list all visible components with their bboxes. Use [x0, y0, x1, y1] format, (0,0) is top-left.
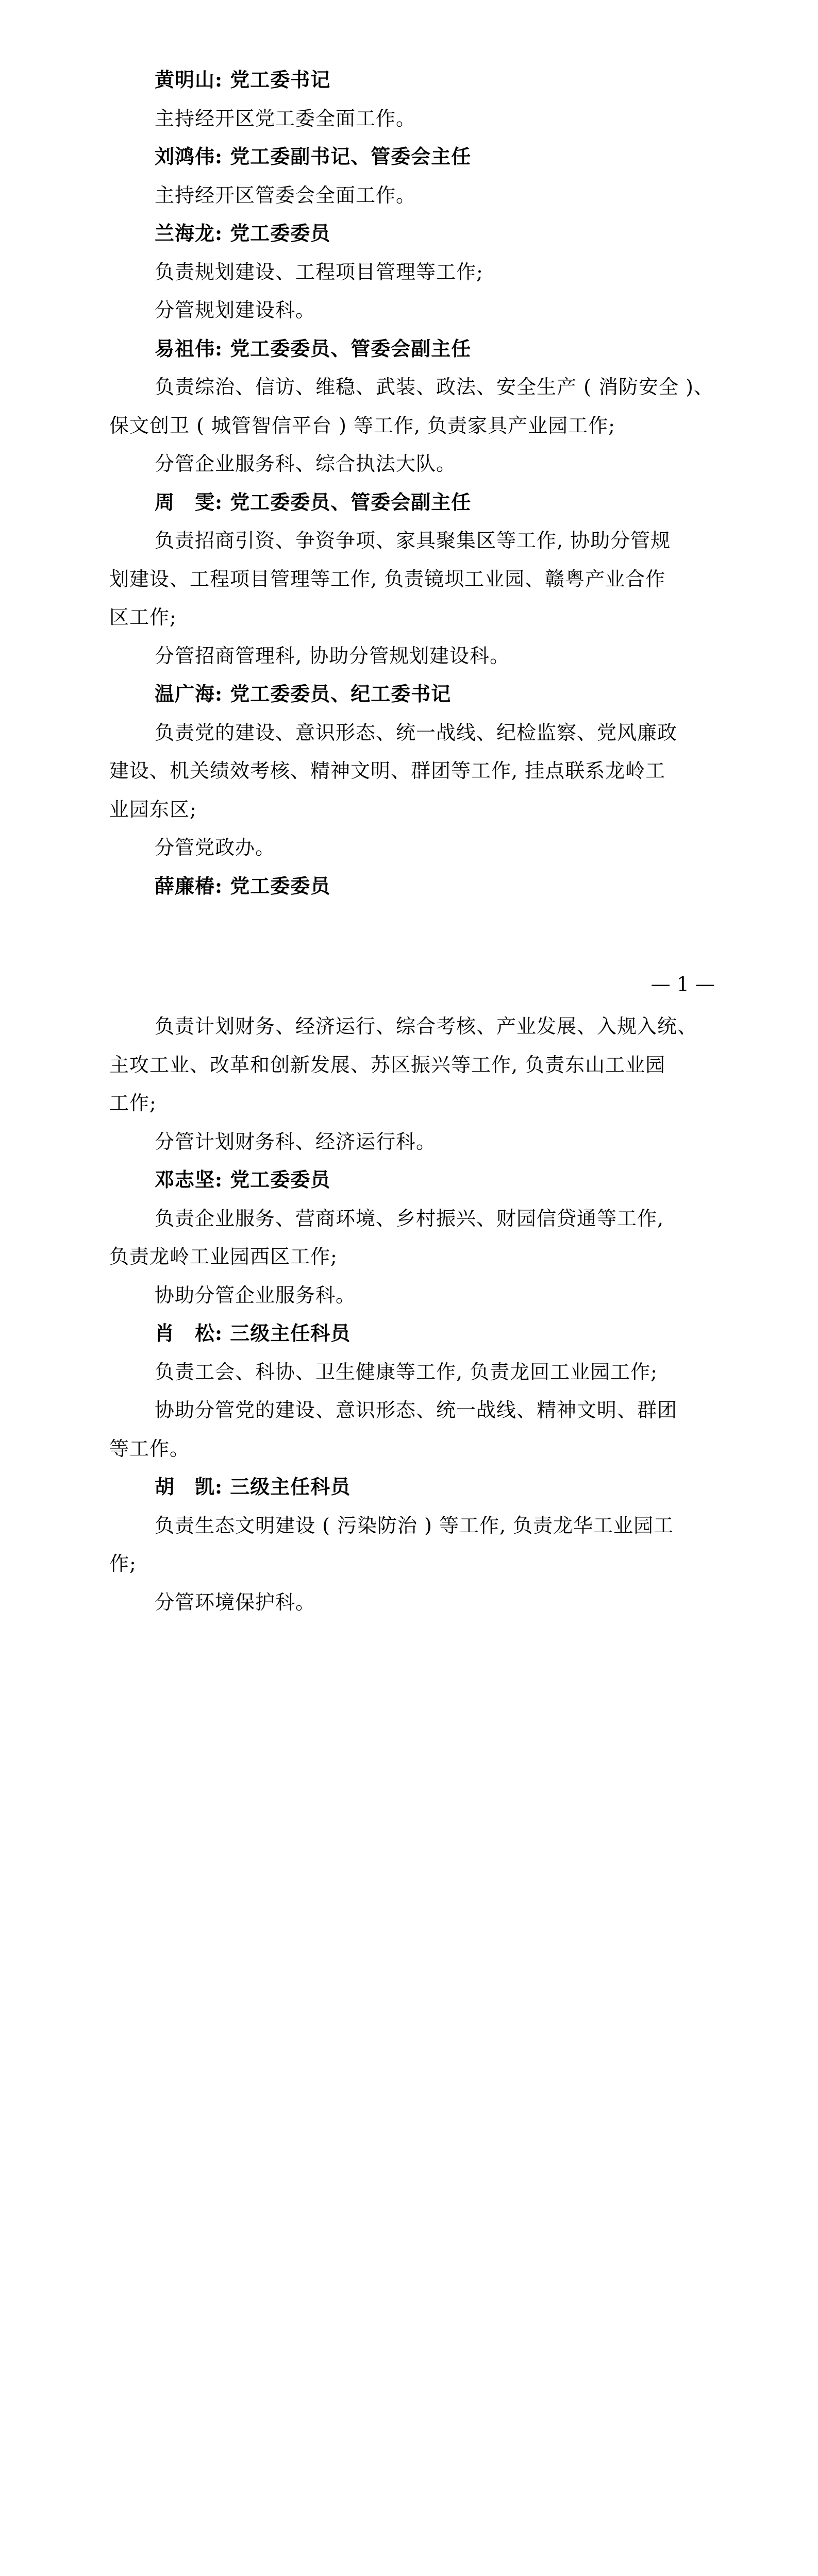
duty-line: 负责招商引资、争资争项、家具聚集区等工作, 协助分管规 [155, 529, 671, 552]
duty-line-continued: 保文创卫 ( 城管智信平台 ) 等工作, 负责家具产业园工作; [109, 414, 615, 437]
duty-line-continued: 作; [109, 1552, 137, 1575]
duty-line: 主持经开区管委会全面工作。 [155, 183, 416, 207]
duty-line-continued: 主攻工业、改革和创新发展、苏区振兴等工作, 负责东山工业园 [109, 1053, 666, 1076]
duty-line: 分管环境保护科。 [155, 1590, 316, 1614]
duty-line: 负责工会、科协、卫生健康等工作, 负责龙回工业园工作; [155, 1360, 658, 1383]
duty-line: 分管招商管理科, 协助分管规划建设科。 [155, 644, 510, 667]
duty-line: 负责生态文明建设 ( 污染防治 ) 等工作, 负责龙华工业园工 [155, 1514, 674, 1537]
official-name-title: 温广海: 党工委委员、纪工委书记 [155, 682, 452, 705]
duty-line: 负责计划财务、经济运行、综合考核、产业发展、入规入统、 [155, 1015, 698, 1038]
duty-line-continued: 等工作。 [109, 1437, 190, 1460]
official-name-title: 肖 松: 三级主任科员 [155, 1321, 351, 1345]
duty-line: 分管计划财务科、经济运行科。 [155, 1130, 437, 1153]
official-name-title: 薛廉椿: 党工委委员 [155, 874, 331, 897]
official-name-title: 周 雯: 党工委委员、管委会副主任 [155, 490, 472, 514]
duty-line: 负责企业服务、营商环境、乡村振兴、财园信贷通等工作, [155, 1207, 664, 1230]
official-name-title: 邓志坚: 党工委委员 [155, 1168, 331, 1191]
official-name-title: 胡 凯: 三级主任科员 [155, 1475, 351, 1498]
duty-line: 负责党的建设、意识形态、统一战线、纪检监察、党风廉政 [155, 721, 678, 744]
duty-line-continued: 业园东区; [109, 798, 197, 821]
page-2 [0, 1007, 818, 2013]
official-name-title: 刘鸿伟: 党工委副书记、管委会主任 [155, 145, 472, 168]
duty-line-continued: 工作; [109, 1092, 157, 1114]
page-2-content [109, 1007, 715, 1621]
duty-line-continued: 划建设、工程项目管理等工作, 负责镜坝工业园、赣粤产业合作 [109, 567, 666, 590]
duty-line: 主持经开区党工委全面工作。 [155, 107, 416, 130]
duty-line: 协助分管企业服务科。 [155, 1283, 356, 1307]
duty-line-continued: 负责龙岭工业园西区工作; [109, 1245, 338, 1268]
duty-line: 分管党政办。 [155, 836, 276, 859]
duty-line: 协助分管党的建设、意识形态、统一战线、精神文明、群团 [155, 1399, 678, 1421]
official-name-title: 易祖伟: 党工委委员、管委会副主任 [155, 336, 472, 360]
page-1-content [109, 61, 715, 905]
duty-line: 负责规划建设、工程项目管理等工作; [155, 260, 483, 283]
page-number: — 1 — [650, 973, 715, 995]
duty-line: 分管企业服务科、综合执法大队。 [155, 452, 457, 475]
duty-line: 分管规划建设科。 [155, 299, 316, 321]
duty-line-continued: 建设、机关绩效考核、精神文明、群团等工作, 挂点联系龙岭工 [109, 759, 666, 782]
duty-line-continued: 区工作; [109, 606, 177, 629]
official-name-title: 兰海龙: 党工委委员 [155, 222, 331, 245]
official-name-title: 黄明山: 党工委书记 [155, 68, 331, 91]
page-1 [0, 0, 818, 1007]
duty-line: 负责综治、信访、维稳、武装、政法、安全生产 ( 消防安全 )、 [155, 376, 714, 398]
